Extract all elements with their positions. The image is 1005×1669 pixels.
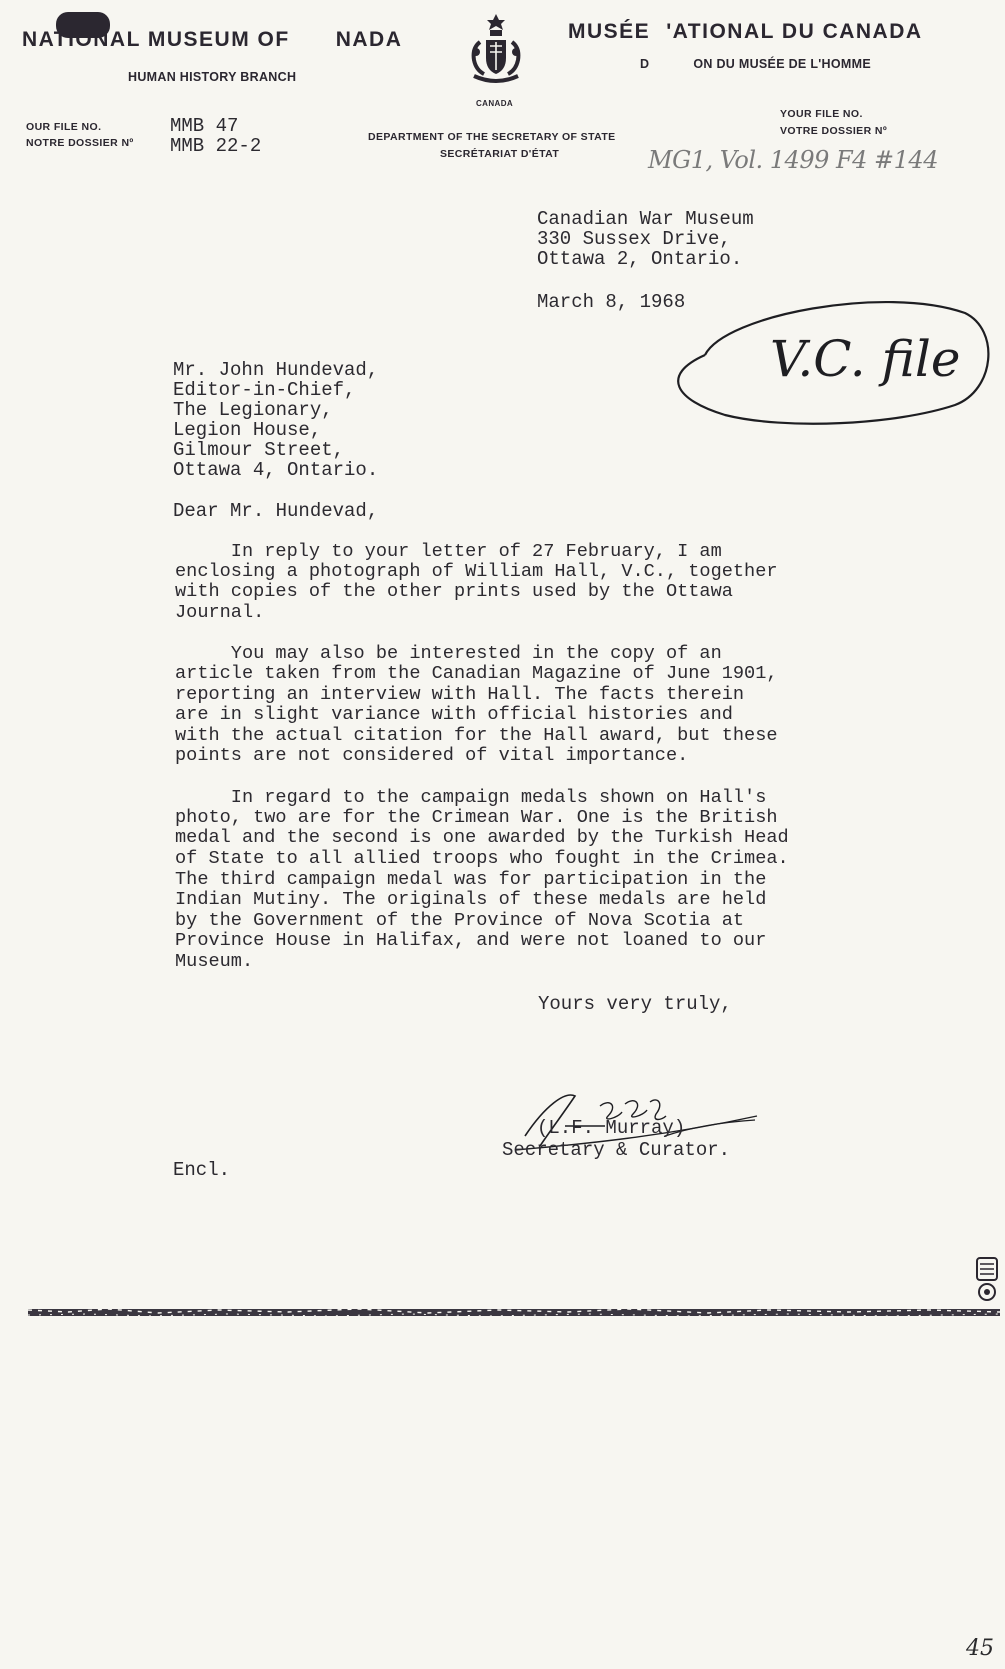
paragraph-3-line-1: In regard to the campaign medals shown on Hall's: [175, 787, 767, 808]
department-en: DEPARTMENT OF THE SECRETARY OF STATE: [368, 131, 616, 143]
letter-date: March 8, 1968: [537, 291, 686, 313]
department-fr: SECRÉTARIAT D'ÉTAT: [440, 148, 560, 160]
letterhead-right-title: [568, 20, 923, 44]
paragraph-2-line-2: article taken from the Canadian Magazine of June 1901,: [175, 663, 778, 684]
paragraph-1-line-3: with copies of the other prints used by the Ottawa: [175, 581, 733, 602]
our-file-label-fr: NOTRE DOSSIER Nº: [26, 137, 134, 149]
sender-address-line-1: Canadian War Museum: [537, 208, 754, 230]
page-fold-line: [28, 1307, 1000, 1321]
letterhead-left-subtitle: HUMAN HISTORY BRANCH: [128, 70, 297, 84]
our-file-value-1: MMB 47: [170, 115, 239, 137]
recipient-line-5: Gilmour Street,: [173, 439, 345, 461]
paragraph-3-line-7: by the Government of the Province of Nova Scotia at: [175, 910, 745, 931]
letterhead-right-subtitle-part1: D: [640, 57, 650, 71]
paragraph-3-line-6: Indian Mutiny. The originals of these medals are held: [175, 889, 767, 910]
page-number: 45: [966, 1636, 994, 1661]
paragraph-1-line-4: Journal.: [175, 602, 265, 623]
paragraph-3-line-9: Museum.: [175, 951, 254, 972]
paragraph-3-line-5: The third campaign medal was for participation in the: [175, 869, 767, 890]
recipient-line-1: Mr. John Hundevad,: [173, 359, 379, 381]
closing: Yours very truly,: [538, 993, 732, 1015]
paragraph-2-line-6: points are not considered of vital importance.: [175, 745, 689, 766]
canada-crest-icon: [466, 12, 526, 94]
your-file-label-fr: VOTRE DOSSIER Nº: [780, 125, 888, 137]
letterhead-right-title-part1: MUSÉE: [568, 20, 651, 43]
signatory-title: Secretary & Curator.: [502, 1139, 731, 1161]
paragraph-3-line-4: of State to all allied troops who fought in the Crimea.: [175, 848, 789, 869]
sender-address-line-2: 330 Sussex Drive,: [537, 228, 731, 250]
paragraph-1-line-2: enclosing a photograph of William Hall, V.C., together: [175, 561, 778, 582]
recipient-line-3: The Legionary,: [173, 399, 333, 421]
our-file-value-2: MMB 22-2: [170, 135, 262, 157]
signatory-name: (L.F. Murray): [537, 1117, 686, 1139]
salutation: Dear Mr. Hundevad,: [173, 500, 379, 522]
recipient-line-2: Editor-in-Chief,: [173, 379, 356, 401]
paragraph-3-line-8: Province House in Halifax, and were not loaned to our: [175, 930, 767, 951]
archive-stamp-icon: [973, 1256, 1003, 1304]
letterhead-left-title: [22, 28, 402, 52]
letterhead-left-title-part2: NADA: [335, 28, 403, 51]
your-file-label-en: YOUR FILE NO.: [780, 108, 863, 120]
paragraph-3-line-3: medal and the second is one awarded by the Turkish Head: [175, 827, 789, 848]
letterhead-right-subtitle: [640, 57, 871, 71]
paragraph-2-line-3: reporting an interview with Hall. The facts therein: [175, 684, 745, 705]
stamp-note: V.C. file: [770, 330, 961, 388]
paragraph-3-line-2: photo, two are for the Crimean War. One is the British: [175, 807, 778, 828]
letterhead-right-subtitle-part2: ON DU MUSÉE DE L'HOMME: [693, 57, 871, 71]
sender-address-line-3: Ottawa 2, Ontario.: [537, 248, 743, 270]
paragraph-2-line-1: You may also be interested in the copy of an: [175, 643, 722, 664]
paragraph-1-line-1: In reply to your letter of 27 February, I am: [175, 541, 722, 562]
enclosure-note: Encl.: [173, 1159, 231, 1181]
our-file-label-en: OUR FILE NO.: [26, 121, 102, 133]
recipient-line-6: Ottawa 4, Ontario.: [173, 459, 379, 481]
recipient-line-4: Legion House,: [173, 419, 322, 441]
archive-note: MG1, Vol. 1499 F4 #144: [648, 146, 938, 174]
letterhead-right-title-part2: 'ATIONAL DU CANADA: [666, 20, 923, 43]
paragraph-2-line-4: are in slight variance with official histories and: [175, 704, 733, 725]
crest-caption: CANADA: [476, 99, 514, 108]
letterhead-left-title-part1: NATIONAL MUSEUM OF: [22, 28, 290, 51]
paragraph-2-line-5: with the actual citation for the Hall award, but these: [175, 725, 778, 746]
